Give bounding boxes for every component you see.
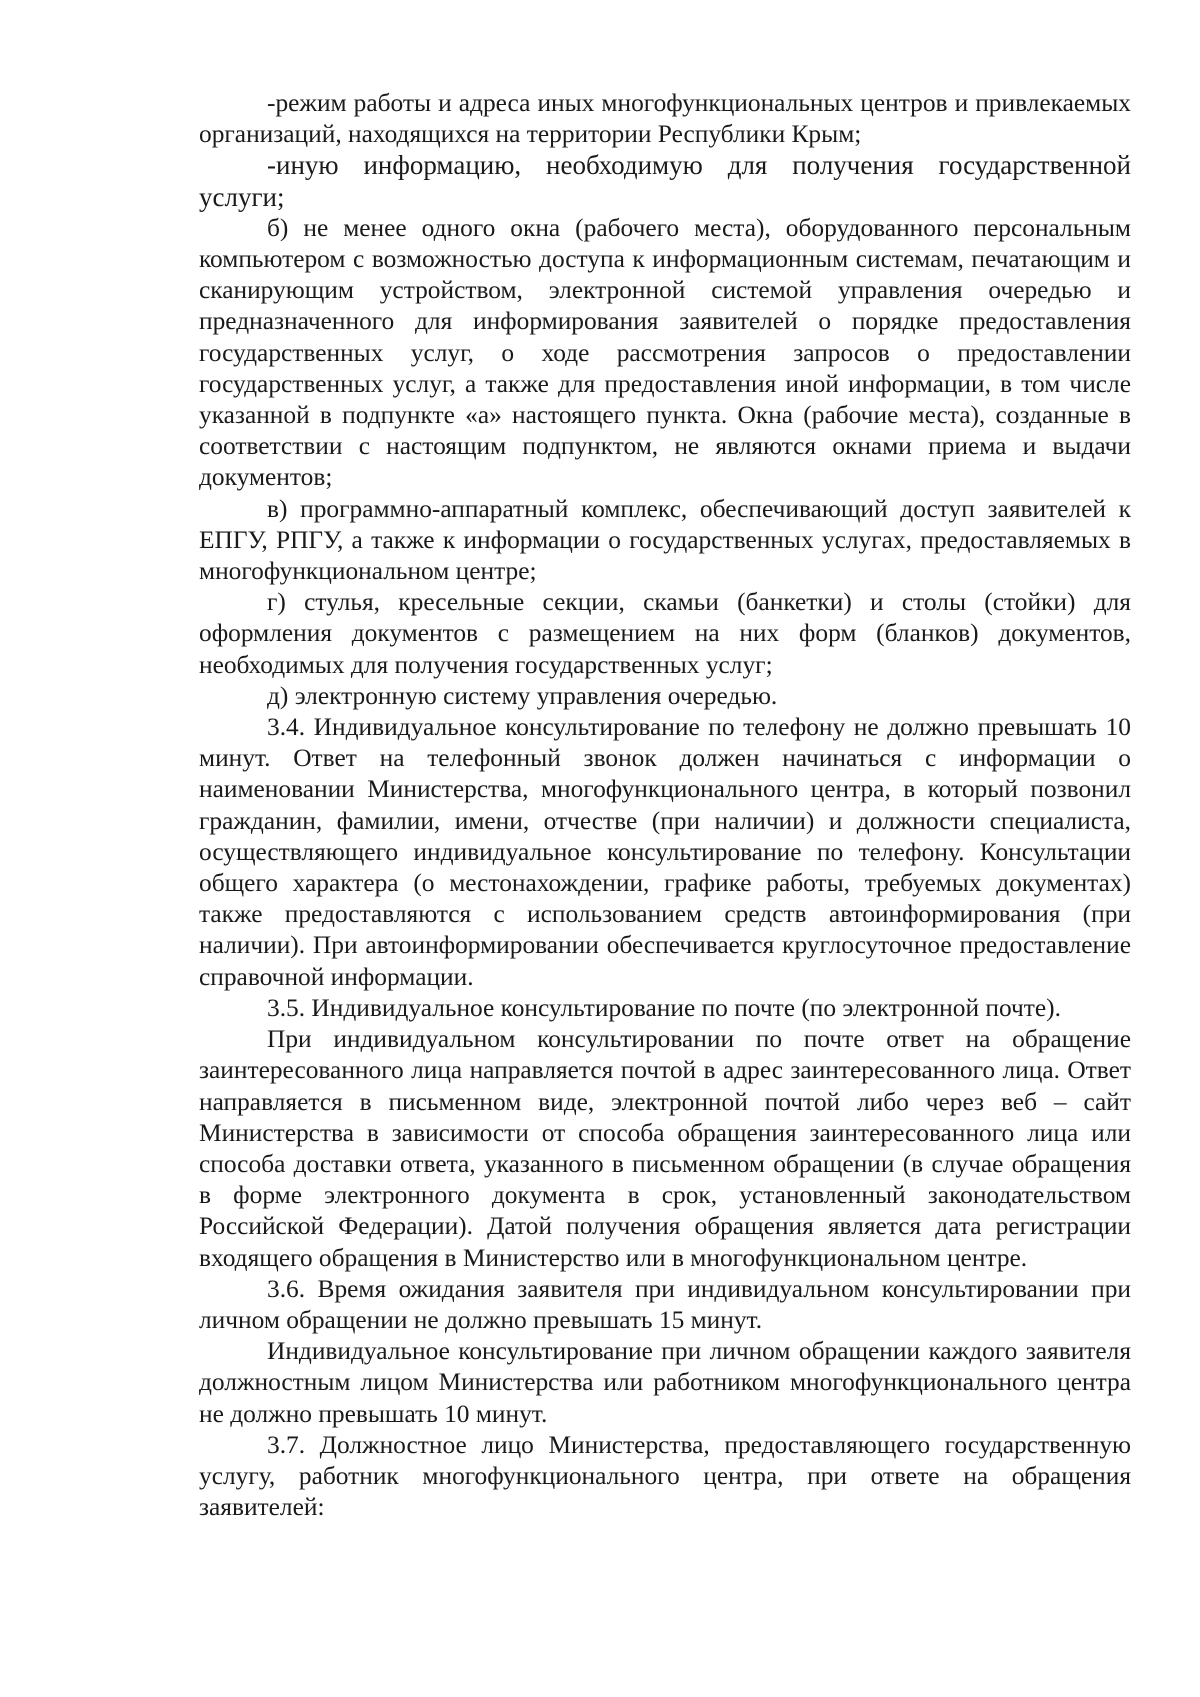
paragraph-other-information: -иную информацию, необходимую для получения государственной услуги; (199, 150, 1131, 212)
paragraph-item-d-queue-system: д) электронную систему управления очередью. (267, 681, 778, 710)
paragraph-mail-response: При индивидуальном консультировании по почте ответ на обращение заинтересованного лица направляется почтой в адрес заинтересованного лица. Ответ направляется в письменном виде, электронной почтой либо через веб – сайт Министерства в зависимости от способа обращения заинтересованного лица или способа доставки ответа, указанного в письменном обращении (в случае обращения в форме электронного документа в срок, установленный законодательством Российской Федерации). Датой получения обращения является дата регистрации входящего обращения в Министерство или в многофункциональном центре. (199, 1025, 1131, 1272)
paragraph-3-5-mail-consultation: 3.5. Индивидуальное консультирование по почте (по электронной почте). (267, 993, 1061, 1022)
paragraph-item-g-furniture: г) стулья, кресельные секции, скамьи (банкетки) и столы (стойки) для оформления документов с размещением на них форм (бланков) документов, необходимых для получения государственных услуг; (199, 588, 1131, 679)
paragraph-3-7-official-response: 3.7. Должностное лицо Министерства, предоставляющего государственную услугу, работник многофункционального центра, при ответе на обращения заявителей: (199, 1430, 1131, 1522)
paragraph-item-b-workstation: б) не менее одного окна (рабочего места), оборудованного персональным компьютером с возможностью доступа к информационным системам, печатающим и сканирующим устройством, электронной системой управления очередью и предназначенного для информирования заявителей о порядке предоставления государственных услуг, о ходе рассмотрения запросов о предоставлении государственных услуг, а также для предоставления иной информации, в том числе указанной в подпункте «а» настоящего пункта. Окна (рабочие места), созданные в соответствии с настоящим подпунктом, не являются окнами приема и выдачи документов; (199, 213, 1131, 492)
document-body (199, 88, 1131, 1523)
paragraph-3-6-waiting-time: 3.6. Время ожидания заявителя при индивидуальном консультировании при личном обращении не должно превышать 15 минут. (199, 1274, 1131, 1334)
paragraph-mfc-work-schedule: -режим работы и адреса иных многофункциональных центров и привлекаемых организаций, находящихся на территории Республики Крым; (199, 89, 1131, 149)
paragraph-item-v-hardware-complex: в) программно-аппаратный комплекс, обеспечивающий доступ заявителей к ЕПГУ, РПГУ, а также к информации о государственных услугах, предоставляемых в многофункциональном центре; (199, 494, 1131, 586)
paragraph-personal-consultation: Индивидуальное консультирование при личном обращении каждого заявителя должностным лицом Министерства или работником многофункционального центра не должно превышать 10 минут. (199, 1337, 1131, 1428)
paragraph-3-4-phone-consultation: 3.4. Индивидуальное консультирование по телефону не должно превышать 10 минут. Ответ на телефонный звонок должен начинаться с информации о наименовании Министерства, многофункционального центра, в который позвонил гражданин, фамилии, имени, отчестве (при наличии) и должности специалиста, осуществляющего индивидуальное консультирование по телефону. Консультации общего характера (о местонахождении, графике работы, требуемых документах) также предоставляются с использованием средств автоинформирования (при наличии). При автоинформировании обеспечивается круглосуточное предоставление справочной информации. (199, 713, 1131, 991)
